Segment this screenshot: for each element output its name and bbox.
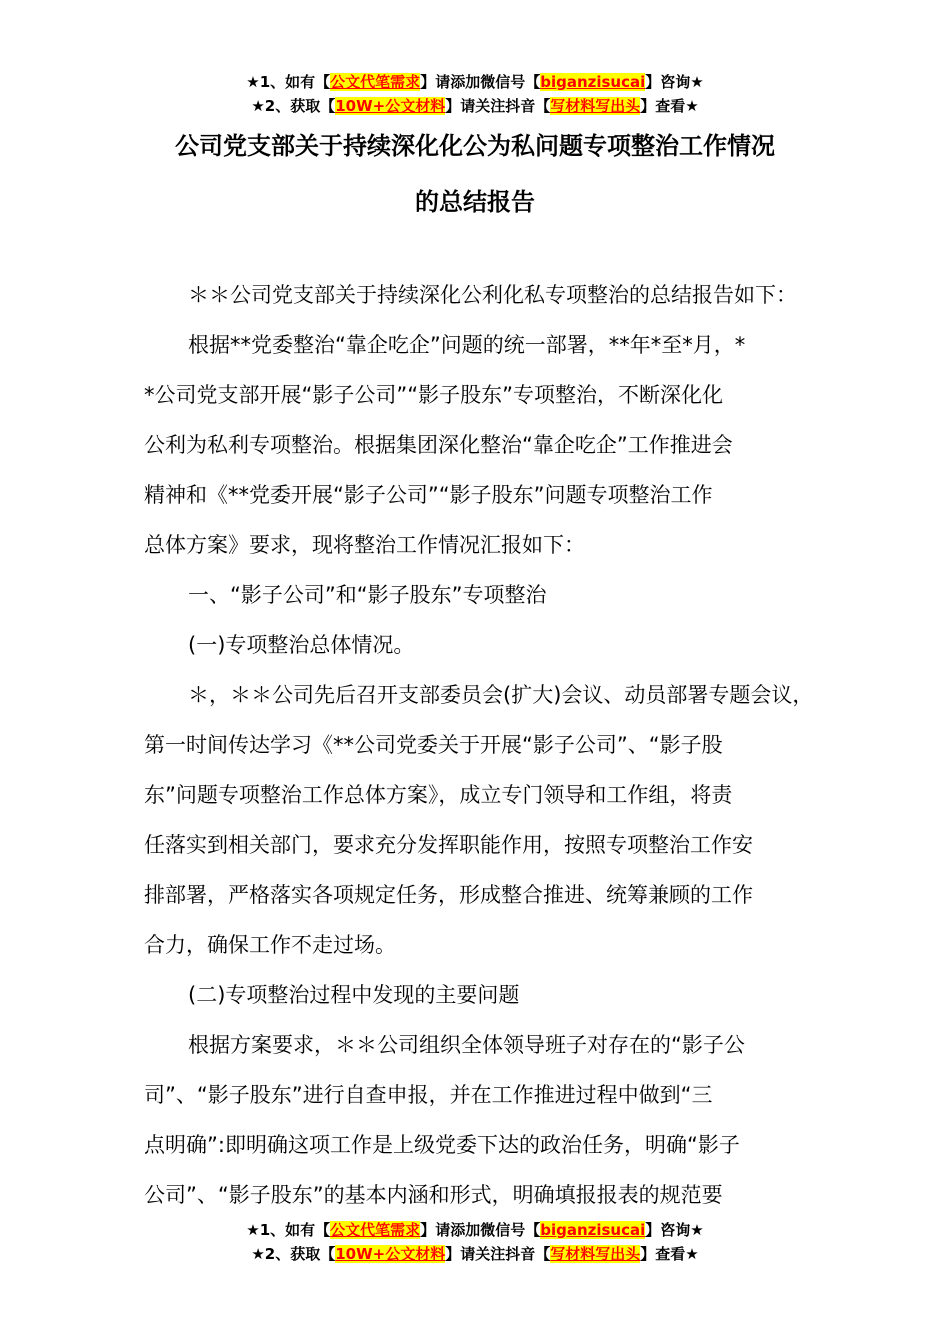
banner-line-1 — [0, 70, 950, 94]
subsection-heading: (二)专项整治过程中发现的主要问题 — [188, 983, 520, 1007]
body-line: 司”、“影子股东”进行自查申报，并在工作推进过程中做到“三 — [144, 1083, 713, 1107]
banner-line-1 — [0, 1218, 950, 1242]
section-heading: 一、“影子公司”和“影子股东”专项整治 — [188, 583, 547, 607]
banner-text: 】咨询★ — [645, 73, 704, 91]
banner-highlight: biganzisucai — [540, 73, 646, 91]
header-banner — [0, 70, 950, 118]
banner-text: 】查看★ — [640, 97, 699, 115]
banner-text: 】请关注抖音【 — [445, 1245, 551, 1263]
body-line: 第一时间传达学习《**公司党委关于开展“影子公司”、“影子股 — [144, 733, 723, 757]
banner-text: 】请添加微信号【 — [420, 73, 541, 91]
body-line: 根据**党委整治“靠企吃企”问题的统一部署，**年*至*月，* — [188, 333, 746, 357]
banner-line-2 — [0, 94, 950, 118]
body-line: 合力，确保工作不走过场。 — [144, 933, 396, 957]
banner-highlight: 10W+公文材料 — [335, 1245, 446, 1263]
title-line-1: 公司党支部关于持续深化化公为私问题专项整治工作情况 — [175, 132, 775, 160]
banner-text: 】咨询★ — [645, 1221, 704, 1239]
banner-highlight: 10W+公文材料 — [335, 97, 446, 115]
banner-text: ★2、获取【 — [251, 97, 336, 115]
body-line: ＊＊公司党支部关于持续深化公利化私专项整治的总结报告如下： — [188, 283, 797, 307]
banner-text: 】查看★ — [640, 1245, 699, 1263]
body-line: 总体方案》要求，现将整治工作情况汇报如下： — [144, 533, 585, 557]
banner-text: ★2、获取【 — [251, 1245, 336, 1263]
body-line: ＊，＊＊公司先后召开支部委员会(扩大)会议、动员部署专题会议， — [188, 683, 814, 707]
body-line: 公利为私利专项整治。根据集团深化整治“靠企吃企”工作推进会 — [144, 433, 733, 457]
banner-highlight: 公文代笔需求 — [330, 73, 421, 91]
document-body — [144, 270, 814, 1220]
banner-line-2 — [0, 1242, 950, 1266]
body-line: 精神和《**党委开展“影子公司”“影子股东”问题专项整治工作 — [144, 483, 713, 507]
banner-text: 】请添加微信号【 — [420, 1221, 541, 1239]
title-line-2: 的总结报告 — [415, 188, 535, 216]
body-line: 公司”、“影子股东”的基本内涵和形式，明确填报报表的规范要 — [144, 1183, 723, 1207]
body-line: 东”问题专项整治工作总体方案》，成立专门领导和工作组，将责 — [144, 783, 733, 807]
banner-text: ★1、如有【 — [246, 1221, 331, 1239]
footer-banner — [0, 1218, 950, 1266]
subsection-heading: (一)专项整治总体情况。 — [188, 633, 415, 657]
banner-highlight: 写材料写出头 — [550, 97, 641, 115]
banner-text: 】请关注抖音【 — [445, 97, 551, 115]
banner-highlight: 写材料写出头 — [550, 1245, 641, 1263]
body-line: 点明确”:即明确这项工作是上级党委下达的政治任务，明确“影子 — [144, 1133, 740, 1157]
banner-text: ★1、如有【 — [246, 73, 331, 91]
document-title — [0, 118, 950, 230]
body-line: *公司党支部开展“影子公司”“影子股东”专项整治，不断深化化 — [144, 383, 724, 407]
body-line: 排部署，严格落实各项规定任务，形成整合推进、统筹兼顾的工作 — [144, 883, 753, 907]
body-line: 根据方案要求，＊＊公司组织全体领导班子对存在的“影子公 — [188, 1033, 745, 1057]
body-line: 任落实到相关部门，要求充分发挥职能作用，按照专项整治工作安 — [144, 833, 753, 857]
banner-highlight: 公文代笔需求 — [330, 1221, 421, 1239]
banner-highlight: biganzisucai — [540, 1221, 646, 1239]
